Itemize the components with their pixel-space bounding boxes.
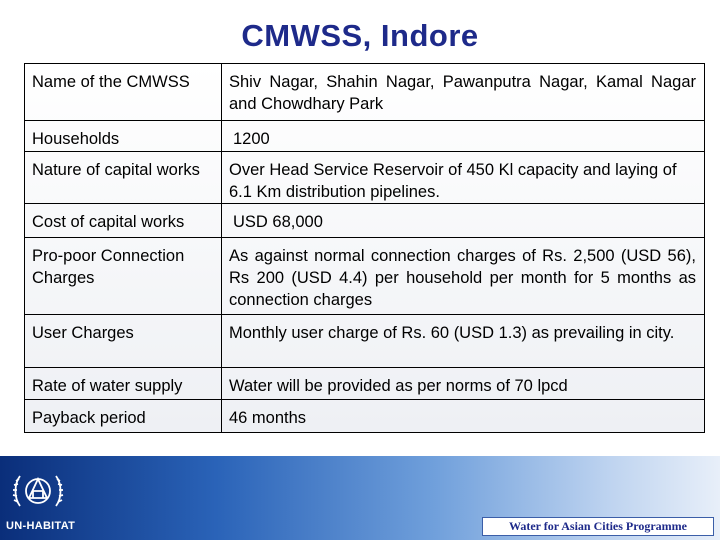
row-value: 46 months xyxy=(229,409,307,427)
row-value: Shiv Nagar, Shahin Nagar, Pawanputra Nagar, Kamal Nagar and Chowdhary Park xyxy=(229,73,696,113)
row-value: 1200 xyxy=(233,130,270,148)
row-label: User Charges xyxy=(25,315,222,367)
info-table xyxy=(24,63,705,433)
row-label: Rate of water supply xyxy=(25,368,222,399)
row-label: Cost of capital works xyxy=(25,204,222,237)
row-value: Monthly user charge of Rs. 60 (USD 1.3) as prevailing in city. xyxy=(229,324,675,342)
table-row xyxy=(25,368,704,400)
row-value: Over Head Service Reservoir of 450 Kl capacity and laying of 6.1 Km distribution pipelines. xyxy=(229,161,677,201)
row-label: Households xyxy=(25,121,222,151)
table-row xyxy=(25,152,704,204)
row-label: Pro-poor Connection Charges xyxy=(25,238,222,314)
table-row xyxy=(25,238,704,315)
row-label: Name of the CMWSS xyxy=(25,64,222,120)
row-label: Nature of capital works xyxy=(25,152,222,203)
programme-label: Water for Asian Cities Programme xyxy=(482,517,714,536)
table-row xyxy=(25,400,704,432)
table-row xyxy=(25,64,704,121)
row-label: Payback period xyxy=(25,400,222,432)
row-value: USD 68,000 xyxy=(233,213,323,231)
row-value: As against normal connection charges of Rs. 2,500 (USD 56), Rs 200 (USD 4.4) per household per month for 5 months as connection charges xyxy=(229,247,696,309)
table-row xyxy=(25,315,704,368)
table-row xyxy=(25,204,704,238)
row-value: Water will be provided as per norms of 70 lpcd xyxy=(229,377,568,395)
page-title: CMWSS, Indore xyxy=(241,18,479,53)
org-label: UN-HABITAT xyxy=(6,520,76,532)
un-habitat-emblem-icon xyxy=(8,462,68,518)
table-row xyxy=(25,121,704,152)
